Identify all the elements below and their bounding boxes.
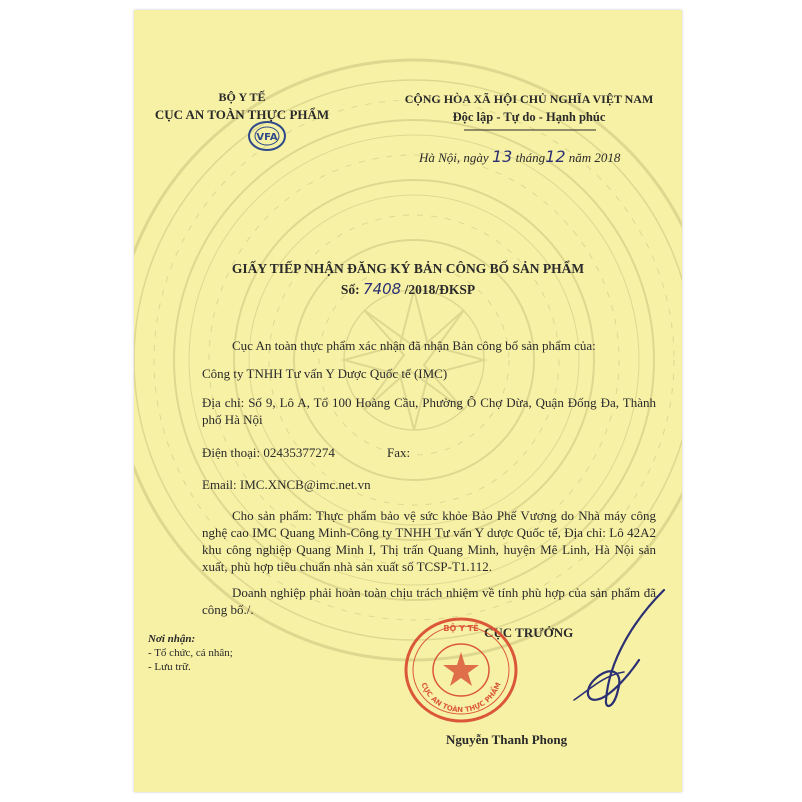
svg-text:VFA: VFA [256, 132, 278, 143]
svg-text:BỘ Y TẾ: BỘ Y TẾ [443, 624, 479, 633]
recipient-item: - Tổ chức, cá nhân; [148, 647, 233, 659]
company-name: Công ty TNHH Tư vấn Y Dược Quốc tế (IMC) [202, 366, 448, 381]
signer-name: Nguyễn Thanh Phong [446, 732, 568, 747]
document-page [134, 10, 682, 792]
intro-text: Cục An toàn thực phẩm xác nhận đã nhận Bản công bố sản phẩm của: [232, 338, 596, 353]
motto: Độc lập - Tự do - Hạnh phúc [452, 110, 606, 124]
handwritten-signature [514, 580, 674, 740]
responsibility-statement: Doanh nghiệp phải hoàn toàn chịu trách nhiệm về tính phù hợp của sản phẩm đã công bố./. [202, 585, 656, 617]
recipient-item: - Lưu trữ. [148, 661, 191, 673]
issuing-agency [152, 90, 332, 123]
handwritten-day: 13 [491, 147, 513, 166]
company-address: Địa chỉ: Số 9, Lô A, Tổ 100 Hoàng Cầu, Phường Ô Chợ Dừa, Quận Đống Đa, Thành phố Hà Nội [202, 395, 656, 427]
motto-underline [464, 128, 596, 132]
agency-name: CỤC AN TOÀN THỰC PHẨM [154, 107, 330, 122]
handwritten-number: 7408 [363, 280, 402, 298]
product-description: Cho sản phẩm: Thực phẩm bảo vệ sức khỏe Bảo Phế Vương do Nhà máy công nghệ cao IMC Quang Minh-Công ty TNHH Tư vấn Y dược Quốc tế, Địa chỉ: Lô 42A2 khu công nghiệp Quang Minh I, Thị trấn Quang Minh, huyện Mê Linh, Hà Nội sản xuất, phù hợp tiêu chuẩn nhà sản xuất số TCSP-T1.112. [202, 508, 656, 574]
document-title: GIẤY TIẾP NHẬN ĐĂNG KÝ BẢN CÔNG BỐ SẢN PHẨM [231, 261, 585, 276]
handwritten-month: 12 [545, 147, 566, 166]
fax: Fax: [387, 445, 411, 460]
issue-date: Hà Nội, ngày 13 tháng12 năm 2018 [419, 147, 621, 166]
national-motto [384, 92, 674, 125]
email: Email: IMC.XNCB@imc.net.vn [202, 477, 371, 492]
document-number: Số: 7408 /2018/ĐKSP [340, 280, 476, 298]
recipients-title: Nơi nhận: [148, 633, 196, 645]
signer-title: CỤC TRƯỞNG [484, 625, 574, 640]
ministry-name: BỘ Y TẾ [218, 90, 266, 104]
country-name: CỘNG HÒA XÃ HỘI CHỦ NGHĨA VIỆT NAM [404, 92, 654, 106]
vfa-logo [246, 118, 288, 154]
official-seal [402, 615, 520, 725]
svg-text:CỤC AN TOÀN THỰC PHẨM: CỤC AN TOÀN THỰC PHẨM [419, 681, 503, 715]
phone: Điện thoại: 02435377274 [202, 445, 335, 460]
